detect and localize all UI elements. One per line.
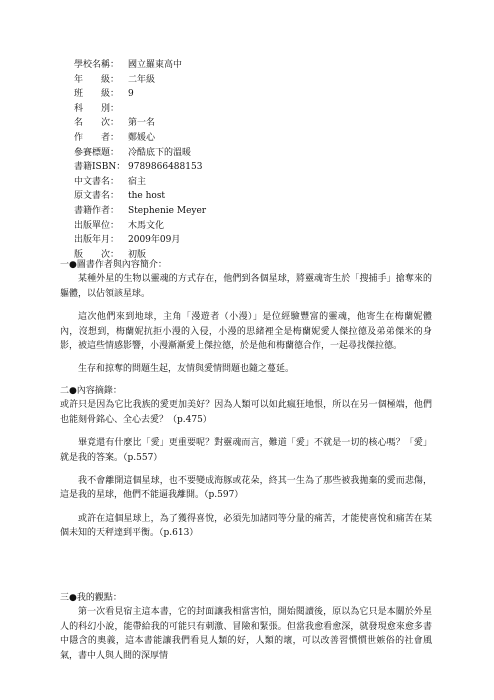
- meta-row: [74, 175, 206, 190]
- excerpt-quote: 或許在這個星球上，為了獲得喜悅，必須先加諸同等分量的痛苦，才能使喜悅和痛苦在某個未知的天秤達到平衡。（p.613）: [60, 513, 432, 539]
- meta-label: 出版年月：: [74, 235, 120, 246]
- meta-label: 科 別：: [74, 103, 120, 114]
- meta-row: [74, 131, 206, 146]
- meta-row: [74, 58, 206, 73]
- meta-value: the host: [128, 191, 166, 202]
- meta-value: 宿主: [128, 176, 147, 187]
- meta-label: 書籍作者：: [74, 205, 120, 216]
- meta-value: 2009年09月: [128, 235, 181, 246]
- meta-value: 鄭媛心: [128, 132, 156, 143]
- viewpoint-paragraph: 第一次看見宿主這本書，它的封面讓我相當害怕，開始閱讀後，原以為它只是本關於外星人的科幻小說，能帶給我的可能只有刺激、冒險和緊張。但當我愈看愈深，就發現愈來愈多書中隱含的奧義，這本書能讓我們看見人類的好，人類的壞，可以改善習慣慣世嫉俗的社會風氣，書中人與人間的深厚情: [60, 607, 432, 661]
- meta-label: 版 次：: [74, 249, 120, 260]
- meta-label: 參賽標題：: [74, 147, 120, 158]
- excerpt-quote: 畢竟還有什麼比「愛」更重要呢？對靈魂而言，難道「愛」不就是一切的核心嗎？「愛」就是我的答案。（p.557）: [60, 438, 432, 463]
- meta-value: 木馬文化: [128, 220, 165, 231]
- meta-label: 名 次：: [74, 118, 120, 129]
- meta-label: 出版單位：: [74, 220, 120, 231]
- meta-label: 中文書名：: [74, 176, 120, 187]
- meta-value: 冷酷底下的溫暖: [128, 147, 192, 158]
- meta-label: 學校名稱：: [74, 60, 120, 70]
- meta-label: 原文書名：: [74, 191, 120, 202]
- section-my-viewpoint: [60, 591, 432, 663]
- section-heading: 三●我的觀點：: [60, 593, 122, 603]
- meta-row: [74, 204, 206, 219]
- summary-paragraph: 生存和掠奪的問題生起，友情與愛情問題也隨之蔓延。: [78, 364, 295, 375]
- section-heading: 二●內容摘錄：: [60, 386, 122, 396]
- meta-label: 作 者：: [74, 132, 120, 143]
- meta-value: 國立羅東高中: [128, 60, 183, 70]
- meta-row: [74, 146, 206, 161]
- meta-label: 書籍ISBN：: [74, 162, 126, 173]
- summary-paragraph: 這次他們來到地球，主角「漫遊者（小漫）」是位經驗豐富的靈魂，他寄生在梅蘭妮體內，沒想到，梅蘭妮抗拒小漫的入侵，小漫的思緒裡全是梅蘭妮愛人傑拉德及弟弟傑米的身影，被這些情感影響，小漫漸漸愛上傑拉德，於是他和梅蘭德合作，一起尋找傑拉德。: [60, 312, 432, 352]
- meta-label: 班 級：: [74, 89, 120, 100]
- book-metadata: [74, 58, 206, 262]
- meta-value: 9789866488153: [128, 162, 203, 173]
- meta-row: [74, 219, 206, 234]
- meta-value: Stephenie Meyer: [128, 205, 207, 216]
- section-heading: 一●圖書作者與內容簡介：: [60, 260, 167, 270]
- section-excerpts: [60, 384, 432, 541]
- meta-value: 初版: [128, 249, 147, 260]
- meta-row: [74, 160, 206, 175]
- excerpt-quote: 我不會離開這個星球，也不要變成海豚或花朵，終其一生為了那些被我拋棄的愛而悲傷，這是我的星球，他們不能逼我離開。（p.597）: [60, 476, 432, 501]
- excerpt-quote: 或許只是因為它比我族的愛更加美好？因為人類可以如此瘋狂地恨，所以在另一個極端，他們也能刻骨銘心、全心去愛？（p.475）: [60, 400, 432, 425]
- meta-value: 第一名: [128, 118, 156, 129]
- meta-value: 二年級: [128, 74, 156, 85]
- meta-row: [74, 87, 206, 102]
- meta-row: [74, 233, 206, 248]
- meta-label: 年 級：: [74, 74, 120, 85]
- section-author-summary: [60, 258, 432, 377]
- meta-row: [74, 189, 206, 204]
- meta-row: [74, 73, 206, 88]
- meta-value: 9: [128, 89, 134, 100]
- meta-row: [74, 116, 206, 131]
- meta-row: [74, 102, 206, 117]
- summary-paragraph: 某種外星的生物以靈魂的方式存在，他們到各個星球，將靈魂寄生於「搜捕手」搶奪來的軀體，以佔領該星球。: [60, 274, 432, 299]
